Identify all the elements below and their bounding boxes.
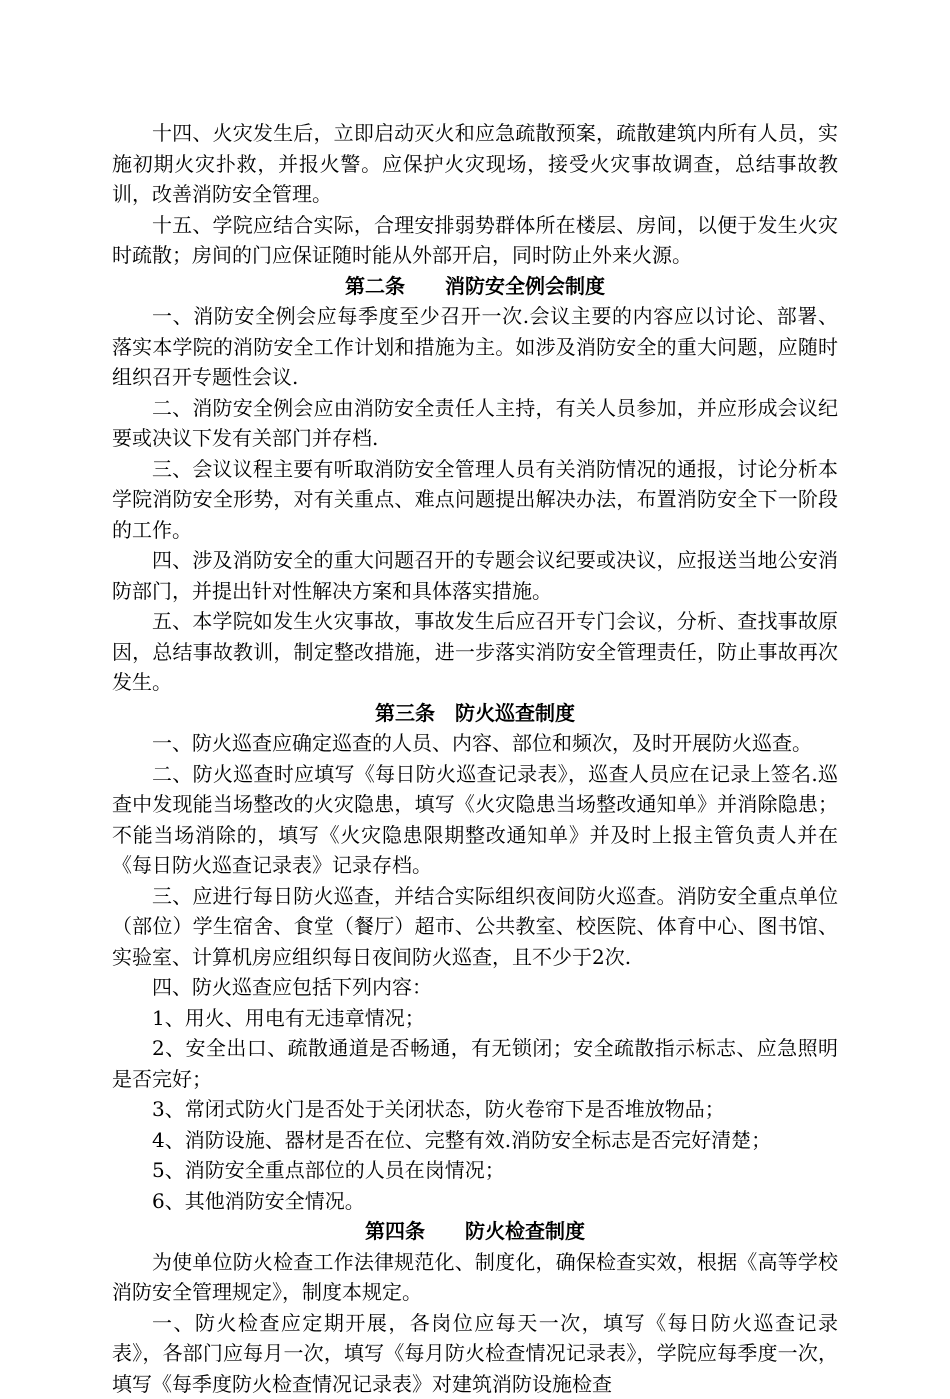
inspection-list-item-6: 6、其他消防安全情况。 xyxy=(112,1186,838,1217)
inspection-list-item-5: 5、消防安全重点部位的人员在岗情况； xyxy=(112,1155,838,1186)
article-3-item-2: 二、防火巡查时应填写《每日防火巡查记录表》，巡查人员应在记录上签名.巡查中发现能当场整改的火灾隐患，填写《火灾隐患当场整改通知单》并消除隐患；不能当场消除的，填写《火灾隐患限期整改通知单》并及时上报主管负责人并在《每日防火巡查记录表》记录存档。 xyxy=(112,759,838,881)
article-4-heading: 第四条 防火检查制度 xyxy=(112,1216,838,1247)
article-2-item-2: 二、消防安全例会应由消防安全责任人主持，有关人员参加，并应形成会议纪要或决议下发有关部门并存档. xyxy=(112,393,838,454)
article-3-item-4: 四、防火巡查应包括下列内容： xyxy=(112,972,838,1003)
clause-14-paragraph: 十四、火灾发生后，立即启动灭火和应急疏散预案，疏散建筑内所有人员，实施初期火灾扑救，并报火警。应保护火灾现场，接受火灾事故调查，总结事故教训，改善消防安全管理。 xyxy=(112,118,838,210)
article-4-item-1: 一、防火检查应定期开展，各岗位应每天一次，填写《每日防火巡查记录表》，各部门应每月一次，填写《每月防火检查情况记录表》，学院应每季度一次，填写《每季度防火检查情况记录表》对建筑消防设施检查 xyxy=(112,1308,838,1399)
inspection-list-item-3: 3、常闭式防火门是否处于关闭状态，防火卷帘下是否堆放物品； xyxy=(112,1094,838,1125)
clause-15-paragraph: 十五、学院应结合实际，合理安排弱势群体所在楼层、房间，以便于发生火灾时疏散；房间的门应保证随时能从外部开启，同时防止外来火源。 xyxy=(112,210,838,271)
inspection-list-item-1: 1、用火、用电有无违章情况； xyxy=(112,1003,838,1034)
article-2-item-3: 三、会议议程主要有听取消防安全管理人员有关消防情况的通报，讨论分析本学院消防安全形势，对有关重点、难点问题提出解决办法，布置消防安全下一阶段的工作。 xyxy=(112,454,838,546)
article-3-item-1: 一、防火巡查应确定巡查的人员、内容、部位和频次，及时开展防火巡查。 xyxy=(112,728,838,759)
document-page xyxy=(112,118,838,1399)
article-3-heading: 第三条 防火巡查制度 xyxy=(112,698,838,729)
article-4-intro: 为使单位防火检查工作法律规范化、制度化，确保检查实效，根据《高等学校消防安全管理规定》，制度本规定。 xyxy=(112,1247,838,1308)
inspection-list-item-2: 2、安全出口、疏散通道是否畅通，有无锁闭；安全疏散指示标志、应急照明是否完好； xyxy=(112,1033,838,1094)
article-2-heading: 第二条 消防安全例会制度 xyxy=(112,271,838,302)
article-2-item-1: 一、消防安全例会应每季度至少召开一次.会议主要的内容应以讨论、部署、落实本学院的消防安全工作计划和措施为主。如涉及消防安全的重大问题，应随时组织召开专题性会议. xyxy=(112,301,838,393)
article-3-item-3: 三、应进行每日防火巡查，并结合实际组织夜间防火巡查。消防安全重点单位（部位）学生宿舍、食堂（餐厅）超市、公共教室、校医院、体育中心、图书馆、实验室、计算机房应组织每日夜间防火巡查，且不少于2次. xyxy=(112,881,838,973)
inspection-list-item-4: 4、消防设施、器材是否在位、完整有效.消防安全标志是否完好清楚； xyxy=(112,1125,838,1156)
article-2-item-4: 四、涉及消防安全的重大问题召开的专题会议纪要或决议，应报送当地公安消防部门，并提出针对性解决方案和具体落实措施。 xyxy=(112,545,838,606)
article-2-item-5: 五、本学院如发生火灾事故，事故发生后应召开专门会议，分析、查找事故原因，总结事故教训，制定整改措施，进一步落实消防安全管理责任，防止事故再次发生。 xyxy=(112,606,838,698)
